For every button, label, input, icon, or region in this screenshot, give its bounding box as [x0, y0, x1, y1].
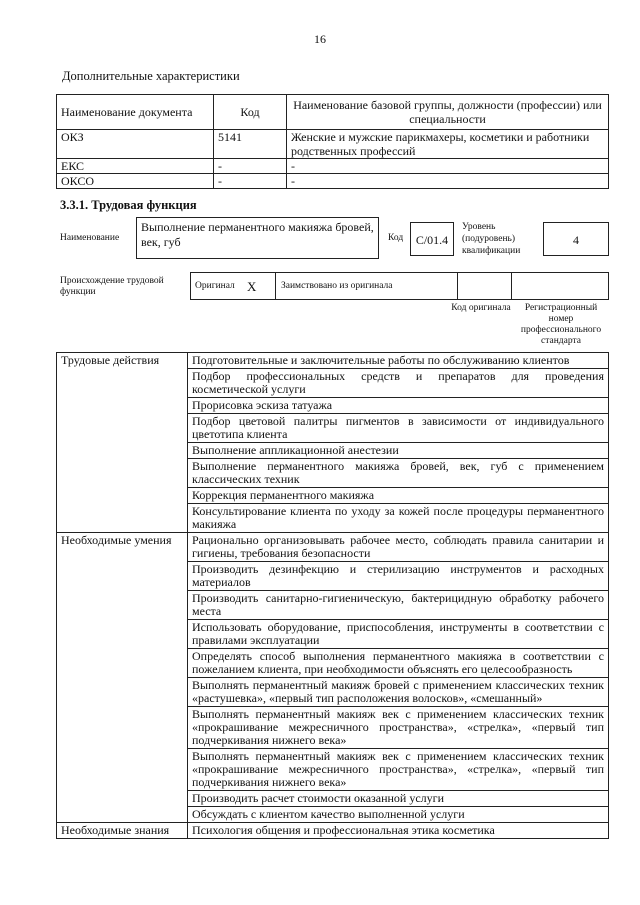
level-value: 4 [573, 233, 579, 247]
category-cell [57, 562, 188, 591]
cell: 5141 [214, 130, 287, 159]
table-row [57, 533, 609, 562]
cell: - [214, 159, 287, 174]
item-cell: Психология общения и профессиональная этика косметика [188, 823, 609, 839]
table-row [57, 443, 609, 459]
table-row [57, 591, 609, 620]
table-row [57, 823, 609, 839]
category-cell [57, 620, 188, 649]
divider [275, 273, 276, 299]
section-label: Дополнительные характеристики [62, 69, 240, 83]
table-row [57, 174, 609, 189]
item-cell: Рационально организовывать рабочее место, соблюдать правила санитарии и гигиены, требования безопасности [188, 533, 609, 562]
item-cell: Консультирование клиента по уходу за кожей после процедуры перманентного макияжа [188, 504, 609, 533]
category-cell [57, 488, 188, 504]
item-cell: Выполнение аппликационной анестезии [188, 443, 609, 459]
cell: ОКСО [57, 174, 214, 189]
header-base-group: Наименование базовой группы, должности (профессии) или специальности [287, 95, 609, 130]
category-cell: Трудовые действия [57, 353, 188, 369]
cell: - [287, 174, 609, 189]
level-box [543, 222, 609, 256]
divider [457, 273, 458, 299]
header-doc-name: Наименование документа [57, 95, 214, 130]
header-code: Код [214, 95, 287, 130]
level-label: Уровень (подуровень) квалификации [462, 222, 521, 256]
function-name-box [136, 217, 379, 259]
category-cell [57, 649, 188, 678]
item-cell: Выполнение перманентного макияжа бровей, век, губ с применением классических техник [188, 459, 609, 488]
table-row [57, 504, 609, 533]
table-row [57, 159, 609, 174]
table-row [57, 130, 609, 159]
table-row [57, 678, 609, 707]
original-label: Оригинал [195, 281, 235, 291]
item-cell: Производить расчет стоимости оказанной услуги [188, 791, 609, 807]
cell: ЕКС [57, 159, 214, 174]
origin-label: Происхождение трудовой функции [60, 276, 164, 297]
item-cell: Выполнять перманентный макияж бровей с применением классических техник «растушевка», «первый тип расположения волосков», «смешанный» [188, 678, 609, 707]
function-name: Выполнение перманентного макияжа бровей, век, губ [141, 220, 374, 249]
category-cell [57, 807, 188, 823]
table-row [57, 369, 609, 398]
item-cell: Прорисовка эскиза татуажа [188, 398, 609, 414]
additional-characteristics-table [56, 94, 609, 189]
item-cell: Производить дезинфекцию и стерилизацию инструментов и расходных материалов [188, 562, 609, 591]
divider [511, 273, 512, 299]
table-row [57, 707, 609, 749]
category-cell [57, 369, 188, 398]
category-cell [57, 678, 188, 707]
category-cell [57, 791, 188, 807]
code-original-label: Код оригинала [451, 303, 511, 313]
table-row [57, 749, 609, 791]
table-row [57, 649, 609, 678]
category-cell [57, 414, 188, 443]
borrowed-label: Заимствовано из оригинала [281, 281, 393, 291]
function-code: С/01.4 [415, 233, 449, 247]
category-cell [57, 749, 188, 791]
item-cell: Выполнять перманентный макияж век с применением классических техник «прокрашивание межресничного пространства», «стрелка», «первый тип подчеркивания нижнего века» [188, 749, 609, 791]
item-cell: Использовать оборудование, приспособления, инструменты в соответствии с правилами эксплуатации [188, 620, 609, 649]
labor-function-table [56, 352, 609, 839]
item-cell: Выполнять перманентный макияж век с применением классических техник «прокрашивание межресничного пространства», «стрелка», «первый тип подчеркивания нижнего века» [188, 707, 609, 749]
item-cell: Производить санитарно-гигиеническую, бактерицидную обработку рабочего места [188, 591, 609, 620]
table-row [57, 414, 609, 443]
cell: Женские и мужские парикмахеры, косметики и работники родственных профессий [287, 130, 609, 159]
table-row [57, 459, 609, 488]
item-cell: Подбор цветовой палитры пигментов в зависимости от индивидуального цветотипа клиента [188, 414, 609, 443]
category-cell [57, 591, 188, 620]
category-cell [57, 398, 188, 414]
cell: ОКЗ [57, 130, 214, 159]
name-label: Наименование [60, 233, 120, 243]
original-mark: X [247, 279, 257, 294]
code-label: Код [388, 233, 404, 243]
category-cell: Необходимые умения [57, 533, 188, 562]
table-row [57, 620, 609, 649]
item-cell: Подбор профессиональных средств и препаратов для проведения косметической услуги [188, 369, 609, 398]
reg-number-label: Регистрационный номер профессионального стандарта [520, 303, 602, 346]
cell: - [214, 174, 287, 189]
table-row [57, 791, 609, 807]
category-cell [57, 707, 188, 749]
item-cell: Подготовительные и заключительные работы по обслуживанию клиентов [188, 353, 609, 369]
category-cell [57, 443, 188, 459]
cell: - [287, 159, 609, 174]
table-header-row [57, 95, 609, 130]
page-number: 16 [314, 32, 326, 46]
category-cell [57, 504, 188, 533]
function-code-box [410, 222, 454, 256]
item-cell: Определять способ выполнения перманентного макияжа в соответствии с пожеланием клиента, при необходимости объяснять его целесообразность [188, 649, 609, 678]
table-row [57, 353, 609, 369]
category-cell [57, 459, 188, 488]
table-row [57, 398, 609, 414]
function-title: 3.3.1. Трудовая функция [60, 198, 197, 212]
origin-box [190, 272, 609, 300]
table-row [57, 807, 609, 823]
category-cell: Необходимые знания [57, 823, 188, 839]
item-cell: Обсуждать с клиентом качество выполненной услуги [188, 807, 609, 823]
table-row [57, 562, 609, 591]
table-row [57, 488, 609, 504]
item-cell: Коррекция перманентного макияжа [188, 488, 609, 504]
